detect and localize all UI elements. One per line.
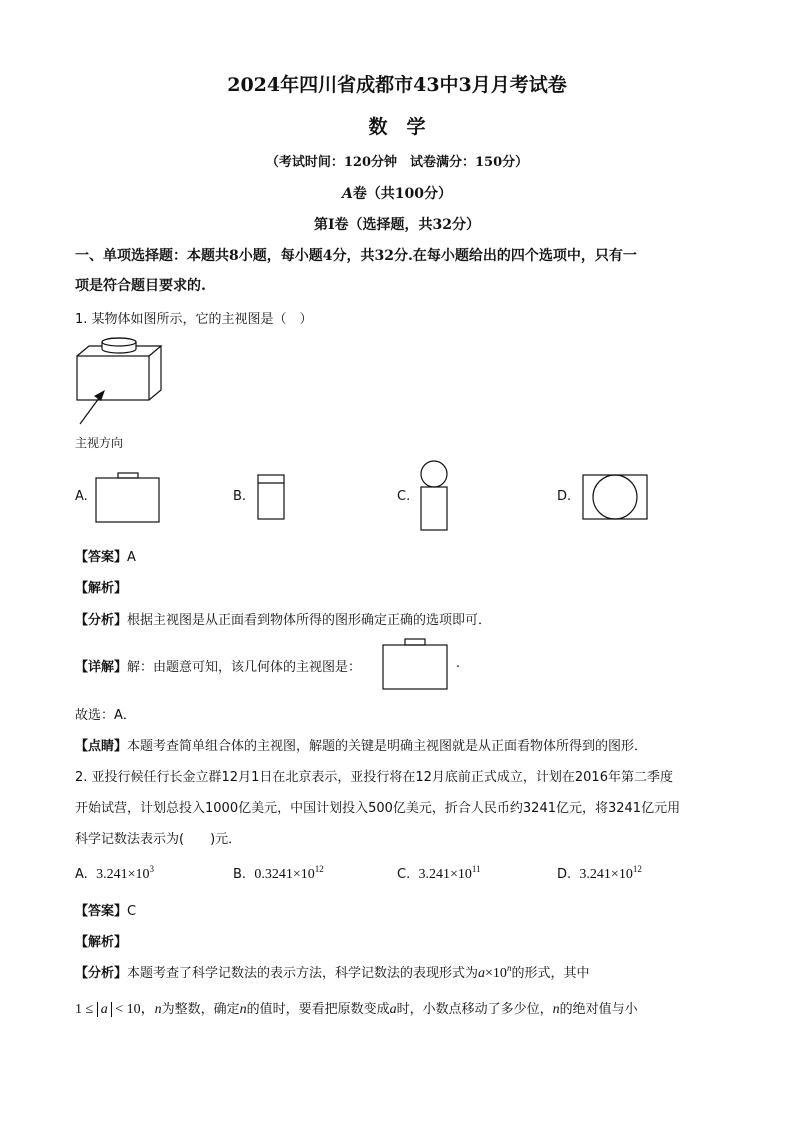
arrow-head (94, 390, 105, 401)
cuboid-front-face (77, 356, 149, 400)
q1-detail: 【详解】解：由题意可知，该几何体的主视图是： (75, 660, 362, 675)
section1-line1: 一、单项选择题：本题共8小题，每小题4分，共32分.在每小题给出的四个选项中，只有一 (75, 248, 637, 264)
q2-condition-line: 1 ≤ a < 10，n为整数，确定n的值时，要看把原数变成a时，小数点移动了多少位，n的绝对值与小 (75, 1002, 638, 1017)
q1-option-d-figure (582, 474, 650, 522)
cylinder-side (102, 342, 136, 353)
q2-option-c: C. $3.241\times 10^{11}$ (397, 864, 481, 882)
q1-detail-figure (382, 636, 450, 692)
volume-a-heading (0, 183, 794, 203)
q1-option-b-figure (257, 474, 287, 522)
q1-comment: 【点睛】本题考查简单组合体的主视图，解题的关键是明确主视图就是从正面看物体所得到的图形． (75, 739, 648, 754)
subject-title: 数 学 (368, 116, 426, 138)
part1-heading: 第Ⅰ卷（选择题，共32分） (313, 217, 481, 233)
q2-option-a: A. $3.241\times 10^3$ (75, 864, 154, 882)
q2-stem-line2: 开始试营，计划总投入1000亿美元，中国计划投入500亿美元，折合人民币约3241亿元，将3241亿元用 (75, 801, 681, 816)
q1-answer: 【答案】A (75, 550, 136, 565)
q1-option-c-label: C. (397, 489, 411, 504)
q1-option-a-figure (95, 470, 161, 524)
q1-stem: 1. 某物体如图所示，它的主视图是（ ） (75, 312, 313, 327)
q2-analysis-tag: 【解析】 (75, 935, 128, 950)
q2-option-d: D. $3.241\times 10^{12}$ (557, 864, 642, 882)
q2-answer: 【答案】C (75, 904, 137, 919)
q1-conclusion: 故选：A． (75, 708, 136, 723)
q2-fenxi: 【分析】本题考查了科学记数法的表示方法，科学记数法的表现形式为$a\times 10^n$的形式，其中 (75, 963, 590, 981)
exam-info: （考试时间：120分钟 试卷满分：150分） (265, 155, 529, 170)
q2-stem-line1: 2. 亚投行候任行长金立群12月1日在北京表示，亚投行将在12月底前正式成立，计划在2016年第二季度 (75, 770, 673, 785)
q1-option-a-label: A. (75, 489, 88, 504)
q2-stem-line3: 科学记数法表示为( )元． (75, 832, 242, 847)
volume-a-text: 卷（共100分） (352, 186, 453, 202)
q1-option-d-label: D. (557, 489, 572, 504)
q1-view-direction-label: 主视方向 (75, 436, 124, 450)
q1-solid-figure (74, 336, 164, 436)
q1-option-c-figure (417, 459, 453, 533)
page-title: 2024年四川省成都市43中3月月考试卷 (227, 74, 567, 96)
q1-analysis-tag: 【解析】 (75, 581, 128, 596)
q1-detail-end: . (456, 656, 461, 671)
section1-line2: 项是符合题目要求的. (75, 278, 206, 294)
q1-option-b-label: B. (233, 489, 247, 504)
q1-fenxi: 【分析】根据主视图是从正面看到物体所得的图形确定正确的选项即可． (75, 613, 492, 628)
volume-a-letter: A (341, 186, 353, 202)
q2-option-b: B. $0.3241\times 10^{12}$ (233, 864, 324, 882)
